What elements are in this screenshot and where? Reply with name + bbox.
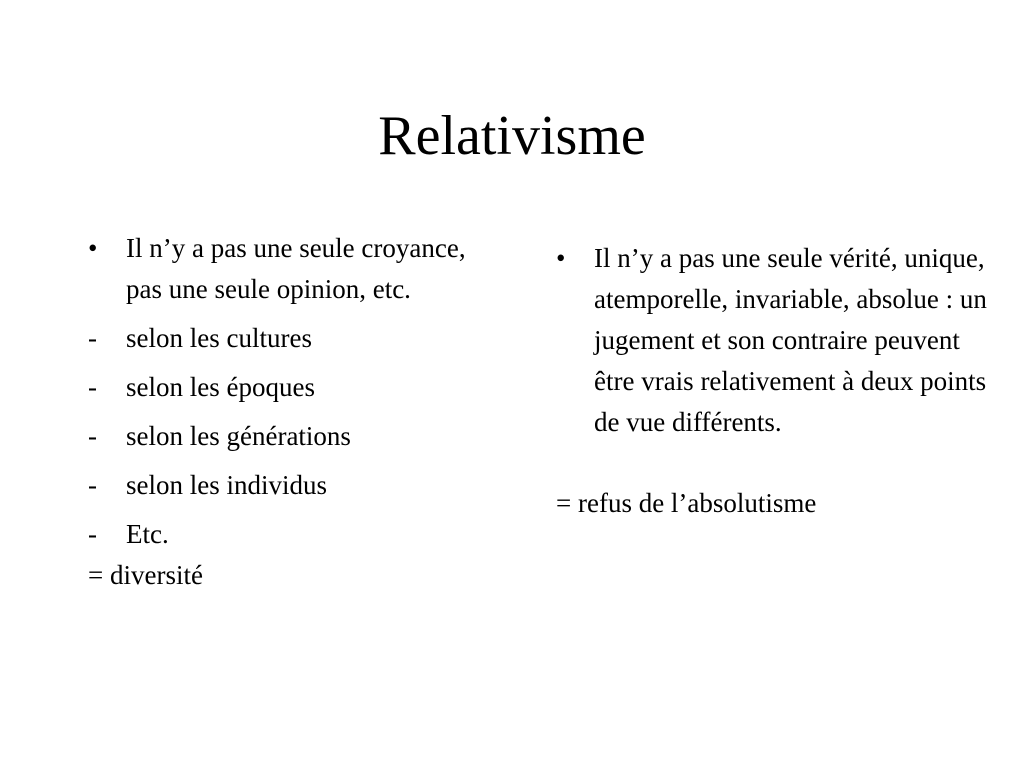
left-bullet-text: Il n’y a pas une seule croyance, pas une seule opinion, etc. <box>126 233 466 304</box>
dash-marker: - <box>88 519 97 549</box>
dash-item-text: selon les cultures <box>126 323 312 353</box>
left-column <box>88 228 488 596</box>
dash-item-etc <box>88 514 488 555</box>
dash-marker: - <box>88 421 97 451</box>
dash-marker: - <box>88 323 97 353</box>
dash-item-text: selon les générations <box>126 421 351 451</box>
right-bullet-text: Il n’y a pas une seule vérité, unique, atemporelle, invariable, absolue : un jugement et son contraire peuvent être vrais relativement à deux points de vue différents. <box>594 243 987 437</box>
dash-item-epoques <box>88 367 488 408</box>
slide-title: Relativisme <box>378 105 646 167</box>
dash-item-generations <box>88 416 488 457</box>
bullet-marker: • <box>88 233 98 263</box>
dash-marker: - <box>88 470 97 500</box>
dash-item-cultures <box>88 318 488 359</box>
right-bullet-item <box>556 238 996 443</box>
dash-item-text: selon les individus <box>126 470 327 500</box>
right-summary: = refus de l’absolutisme <box>556 488 817 518</box>
dash-item-text: selon les époques <box>126 372 315 402</box>
right-column <box>556 238 996 524</box>
left-summary: = diversité <box>88 560 203 590</box>
bullet-marker: • <box>556 243 566 273</box>
dash-item-individus <box>88 465 488 506</box>
dash-marker: - <box>88 372 97 402</box>
left-bullet-item <box>88 228 488 310</box>
dash-item-text: Etc. <box>126 519 169 549</box>
